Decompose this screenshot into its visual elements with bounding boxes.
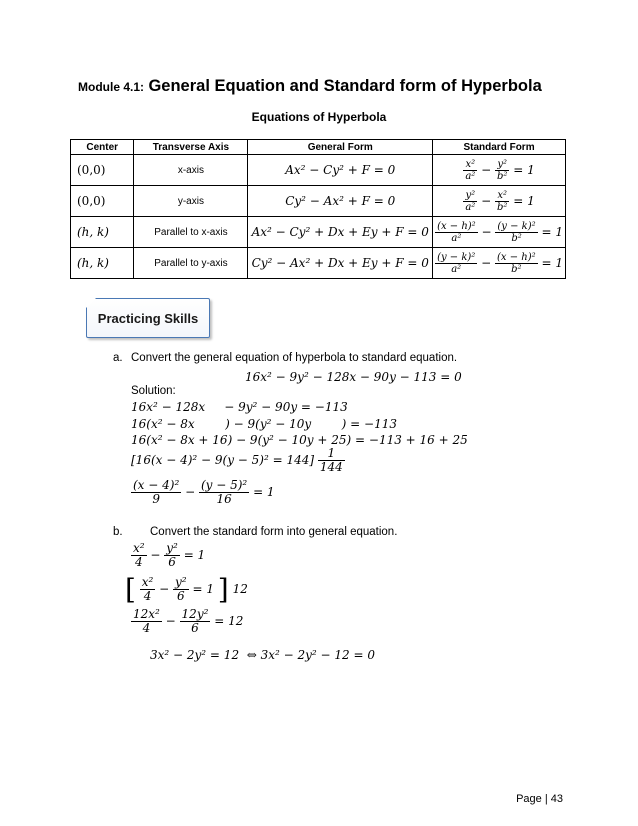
solution-step-2: 16(x² − 8x ) − 9(y² − 10y ) = −113 [131,417,397,431]
header-transverse-axis: Transverse Axis [134,140,248,155]
std-rhs: = 1 [513,193,535,208]
cell-general-form: Ax² − Cy² + F = 0 [248,155,433,186]
problem-b-step-1: $\frac{\text{x²}}{4}$ − $\frac{\text{y²}}{6}$ = 1 [133,541,206,569]
cell-axis: Parallel to y-axis [134,248,248,279]
solution-result: $\frac{\text{(x − 4)²}}{9}$ − $\frac{\text{(y − 5)²}}{16}$ = 1 [133,478,275,506]
step-rhs: = 1 [192,582,214,596]
cell-general-form: Cy² − Ax² + F = 0 [248,186,433,217]
solution-label: Solution: [131,385,176,397]
std-denominator: a² [465,201,476,213]
cell-center: (0,0) [71,186,134,217]
problem-b-text: Convert the standard form into general equation. [150,526,398,538]
problem-a-text: Convert the general equation of hyperbola to standard equation. [131,352,458,364]
std-numerator: (y − k)² [437,251,476,263]
std-numerator: y² [463,190,477,202]
fraction-numerator: 12x² [133,607,160,621]
fraction-denominator: 4 [142,621,151,635]
table-row [71,217,566,248]
solution-step-4 [131,447,345,474]
std-denominator: b² [496,201,508,213]
fraction-denominator: 9 [152,492,160,506]
result-rhs: = 1 [253,485,275,499]
std-rhs: = 1 [541,255,563,270]
fraction-denominator: 16 [216,492,232,506]
fraction-denominator: 6 [168,555,176,569]
std-rhs: = 1 [513,162,535,177]
step-4-equation: [16(x − 4)² − 9(y − 5)² = 144] [131,453,315,467]
header-general-form: General Form [248,140,433,155]
cell-standard-form: $\frac{\text{x²}}{\text{a²}}$ − $\frac{\text{y²}}{\text{b²}}$ = 1 [433,155,566,186]
badge-corner-notch [86,298,96,308]
std-numerator: x² [463,159,477,171]
cell-standard-form: $\frac{\text{(y − k)²}}{\text{a²}}$ − $\frac{\text{(x − h)²}}{\text{b²}}$ = 1 [433,248,566,279]
std-denominator: a² [451,263,462,275]
fraction-denominator: 4 [134,555,143,569]
step-rhs: = 12 [214,614,244,628]
table-row [71,248,566,279]
table-row [71,155,566,186]
multiplier: 12 [232,582,248,596]
practicing-skills-badge: Practicing Skills [86,298,210,338]
module-heading: General Equation and Standard form of Hyperbola [148,77,542,95]
problem-b-step-2: [ $\frac{\text{x²}}{4}$ − $\frac{\text{y²}}{6}$ = 1 ] 12 [125,573,248,606]
std-denominator: a² [451,232,462,244]
problem-b-step-3: $\frac{\text{12x²}}{4}$ − $\frac{\text{12y²}}{6}$ = 12 [133,607,244,635]
problem-a-marker: a. [113,352,123,364]
cell-center: (h, k) [71,248,134,279]
fraction-denominator: 144 [319,460,343,474]
step-rhs: = 1 [183,548,206,562]
std-numerator: (y − k)² [497,220,536,232]
problem-b-marker: b. [113,526,123,538]
std-numerator: (x − h)² [497,251,536,263]
cell-general-form: Ax² − Cy² + Dx + Ey + F = 0 [248,217,433,248]
std-denominator: b² [496,170,508,182]
table-row [71,186,566,217]
fraction-numerator: y² [166,541,178,555]
fraction-numerator: 1 [318,447,345,461]
header-center: Center [71,140,134,155]
fraction-denominator: 6 [177,589,185,603]
cell-axis: Parallel to x-axis [134,217,248,248]
header-standard-form: Standard Form [433,140,566,155]
std-rhs: = 1 [541,224,563,239]
std-denominator: a² [465,170,476,182]
problem-a-equation: 16x² − 9y² − 128x − 90y − 113 = 0 [245,370,462,384]
std-numerator: y² [495,159,509,171]
fraction-numerator: y² [175,575,187,589]
std-denominator: b² [511,232,522,244]
page-number: Page | 43 [516,793,563,805]
cell-standard-form: $\frac{\text{y²}}{\text{a²}}$ − $\frac{\text{x²}}{\text{b²}}$ = 1 [433,186,566,217]
solution-step-1: 16x² − 128x − 9y² − 90y = −113 [131,400,348,414]
cell-standard-form: $\frac{\text{(x − h)²}}{\text{a²}}$ − $\frac{\text{(y − k)²}}{\text{b²}}$ = 1 [433,217,566,248]
open-bracket: [ [125,573,136,606]
fraction-numerator: (x − 4)² [133,478,180,492]
cell-center: (0,0) [71,155,134,186]
solution-step-3: 16(x² − 8x + 16) − 9(y² − 10y + 25) = −113 + 16 + 25 [131,433,468,447]
module-label: Module 4.1: [78,80,145,94]
fraction-numerator: 12y² [181,607,209,621]
fraction-numerator: x² [133,541,145,555]
cell-general-form: Cy² − Ax² + Dx + Ey + F = 0 [248,248,433,279]
cell-axis: y-axis [134,186,248,217]
fraction-numerator: x² [141,575,154,589]
fraction-numerator: (y − 5)² [200,478,248,492]
problem-b-final: 3x² − 2y² = 12 ⇔ 3x² − 2y² − 12 = 0 [150,648,375,662]
module-title [78,77,542,96]
std-denominator: b² [511,263,522,275]
cell-center: (h, k) [71,217,134,248]
fraction-denominator: 4 [143,589,152,603]
std-numerator: (x − h)² [437,220,476,232]
table-title: Equations of Hyperbola [251,110,387,124]
table-header-row [71,140,566,155]
close-bracket: ] [217,573,229,606]
std-numerator: x² [495,190,509,202]
fraction-denominator: 6 [191,621,199,635]
hyperbola-equations-table [70,139,566,279]
cell-axis: x-axis [134,155,248,186]
